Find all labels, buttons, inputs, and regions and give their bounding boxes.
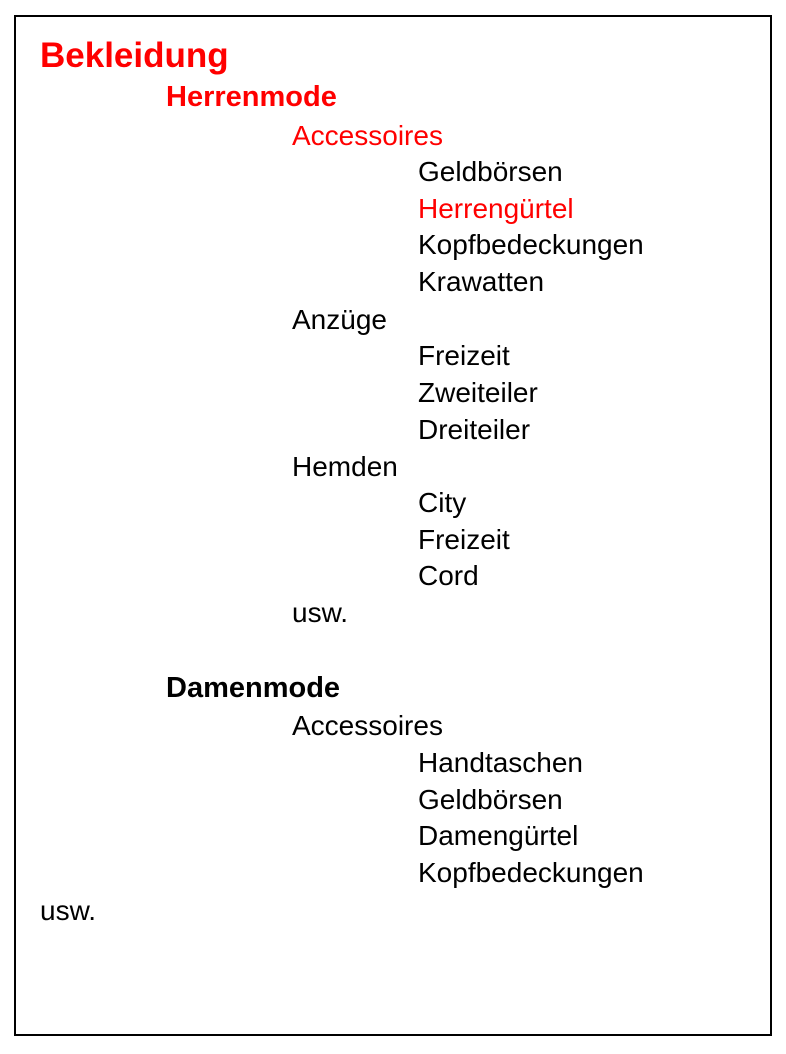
tree-node-bekleidung: Bekleidung (40, 36, 229, 75)
tree-leaf-city: City (418, 487, 467, 518)
tree-node-herren-etc: usw. (292, 597, 349, 628)
tree-leaf-damen-geldboersen: Geldbörsen (418, 784, 563, 815)
tree-node-damen-accessoires: Accessoires (292, 710, 443, 741)
tree-leaf-dreiteiler: Dreiteiler (418, 414, 531, 445)
tree-leaf-damenguertel: Damengürtel (418, 820, 579, 851)
tree-leaf-krawatten: Krawatten (418, 266, 545, 297)
tree-leaf-kopfbedeckungen: Kopfbedeckungen (418, 229, 644, 260)
tree-node-etc: usw. (40, 895, 97, 926)
tree-node-damenmode: Damenmode (166, 672, 341, 704)
tree-leaf-hemden-freizeit: Freizeit (418, 524, 510, 555)
tree-node-herrenmode: Herrenmode (166, 81, 337, 113)
tree-node-anzuege: Anzüge (292, 304, 387, 335)
tree-node-herren-accessoires: Accessoires (292, 120, 443, 151)
tree-leaf-cord: Cord (418, 560, 479, 591)
tree-leaf-zweiteiler: Zweiteiler (418, 377, 538, 408)
tree-frame (14, 15, 772, 1036)
tree-leaf-herrenguertel: Herrengürtel (418, 193, 574, 224)
tree-leaf-geldboersen: Geldbörsen (418, 156, 563, 187)
tree-leaf-anzuege-freizeit: Freizeit (418, 340, 510, 371)
tree-node-hemden: Hemden (292, 451, 398, 482)
tree-leaf-damen-kopfbedeckungen: Kopfbedeckungen (418, 857, 644, 888)
tree-leaf-handtaschen: Handtaschen (418, 747, 584, 778)
